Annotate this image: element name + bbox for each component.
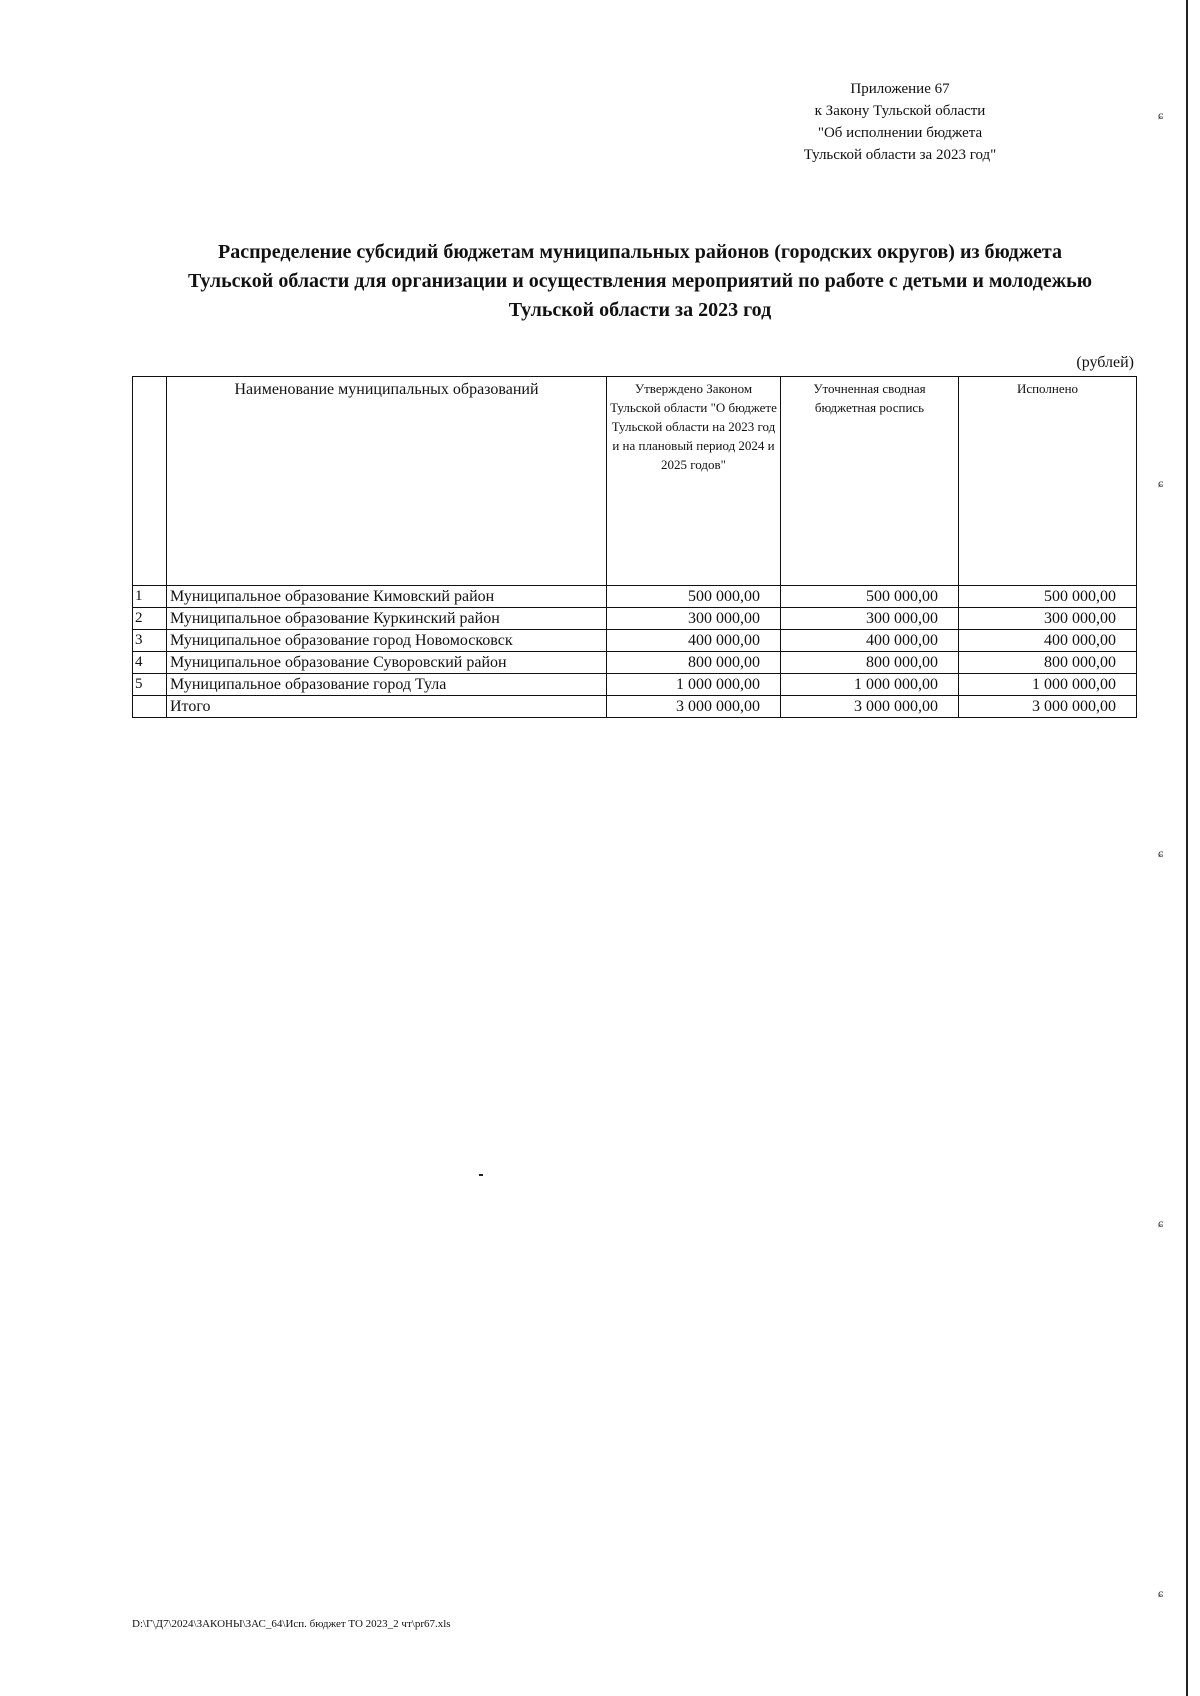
row-approved: 300 000,00: [607, 608, 781, 630]
row-executed: 800 000,00: [959, 652, 1137, 674]
row-executed: 400 000,00: [959, 630, 1137, 652]
row-index: 4: [133, 652, 167, 674]
row-revised: 3 000 000,00: [781, 696, 959, 718]
appendix-line: Тульской области за 2023 год": [803, 147, 997, 163]
table-row: [133, 674, 1137, 696]
table-body: [133, 586, 1137, 718]
title-line: Тульской области за 2023 год: [508, 299, 772, 321]
table-row: [133, 630, 1137, 652]
table-row: [133, 586, 1137, 608]
row-revised: 1 000 000,00: [781, 674, 959, 696]
row-executed: 300 000,00: [959, 608, 1137, 630]
table-header-row: [133, 377, 1137, 586]
unit-label: (рублей): [1076, 354, 1134, 371]
row-executed: 500 000,00: [959, 586, 1137, 608]
header-index: [133, 377, 167, 586]
header-revised: Уточненная сводная бюджетная роспись: [781, 377, 959, 586]
row-index: 2: [133, 608, 167, 630]
scan-mark: ɕ: [1158, 1586, 1164, 1600]
title-line: Распределение субсидий бюджетам муниципальных районов (городских округов) из бюджета: [218, 241, 1062, 263]
row-name: Муниципальное образование Куркинский район: [167, 608, 607, 630]
row-approved: 3 000 000,00: [607, 696, 781, 718]
total-row: [133, 696, 1137, 718]
row-executed: 3 000 000,00: [959, 696, 1137, 718]
title-line: Тульской области для организации и осуществления мероприятий по работе с детьми и молодежью: [188, 270, 1092, 292]
row-approved: 1 000 000,00: [607, 674, 781, 696]
row-approved: 500 000,00: [607, 586, 781, 608]
table-row: [133, 652, 1137, 674]
scan-mark: ɕ: [1158, 1216, 1164, 1230]
row-executed: 1 000 000,00: [959, 674, 1137, 696]
appendix-line: "Об исполнении бюджета: [817, 125, 983, 141]
scan-dot: [479, 1174, 483, 1176]
row-name: Муниципальное образование город Новомосковск: [167, 630, 607, 652]
row-index: 1: [133, 586, 167, 608]
header-executed: Исполнено: [959, 377, 1137, 586]
row-approved: 800 000,00: [607, 652, 781, 674]
appendix-header: [740, 78, 1060, 166]
table-row: [133, 608, 1137, 630]
row-name: Итого: [167, 696, 607, 718]
row-name: Муниципальное образование Кимовский район: [167, 586, 607, 608]
row-index: 3: [133, 630, 167, 652]
appendix-line: Приложение 67: [850, 81, 950, 97]
row-index: 5: [133, 674, 167, 696]
header-name: Наименование муниципальных образований: [167, 377, 607, 586]
row-revised: 400 000,00: [781, 630, 959, 652]
header-approved: Утверждено Законом Тульской области "О бюджете Тульской области на 2023 год и на плановый период 2024 и 2025 годов": [607, 377, 781, 586]
document-title: [120, 238, 1160, 325]
row-name: Муниципальное образование Суворовский район: [167, 652, 607, 674]
appendix-line: к Закону Тульской области: [814, 103, 986, 119]
scan-mark: ɕ: [1158, 476, 1164, 490]
file-path-footer: D:\Г\Д7\2024\ЗАКОНЫ\ЗАС_64\Исп. бюджет ТО 2023_2 чт\pr67.xls: [132, 1618, 451, 1630]
scan-mark: ɕ: [1158, 108, 1164, 122]
page-edge-line: [1186, 0, 1188, 1696]
row-revised: 800 000,00: [781, 652, 959, 674]
row-revised: 500 000,00: [781, 586, 959, 608]
subsidy-table: [132, 376, 1137, 718]
row-approved: 400 000,00: [607, 630, 781, 652]
row-revised: 300 000,00: [781, 608, 959, 630]
row-name: Муниципальное образование город Тула: [167, 674, 607, 696]
scan-mark: ɕ: [1158, 846, 1164, 860]
row-index: [133, 696, 167, 718]
